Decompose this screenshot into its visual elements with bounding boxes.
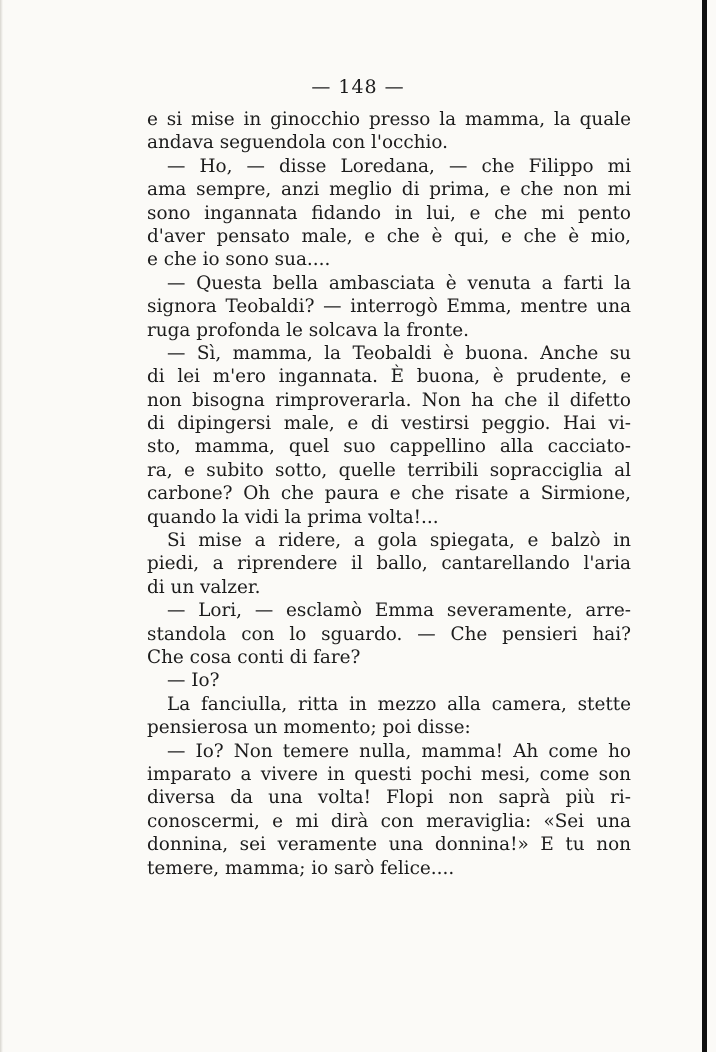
text-line: donnina, sei veramente una donnina!» E tu non (147, 834, 631, 856)
text-line: di lei m'ero ingannata. È buona, è prudente, e (147, 366, 631, 388)
text-line: imparato a vivere in questi pochi mesi, come son (147, 763, 631, 785)
text-line: d'aver pensato male, e che è qui, e che è mio, (147, 225, 631, 247)
text-line: temere, mamma; io sarò felice.... (147, 857, 455, 879)
text-line: — Io? (167, 670, 220, 692)
text-line: conoscermi, e mi dirà con meraviglia: «Sei una (147, 810, 631, 832)
text-line: signora Teobaldi? — interrogò Emma, mentre una (147, 296, 631, 318)
text-line: Che cosa conti di fare? (147, 646, 361, 668)
text-line: e che io sono sua.... (147, 249, 331, 271)
text-line: ama sempre, anzi meglio di prima, e che non mi (147, 179, 631, 201)
text-line: andava seguendola con l'occhio. (147, 132, 448, 154)
text-line: — Lori, — esclamò Emma severamente, arre- (167, 600, 631, 622)
text-line: pensierosa un momento; poi disse: (147, 717, 471, 739)
text-line: La fanciulla, ritta in mezzo alla camera, stette (167, 693, 631, 715)
text-line: di dipingersi male, e di vestirsi peggio. Hai vi- (147, 413, 631, 435)
text-line: sono ingannata fidando in lui, e che mi pento (147, 202, 631, 224)
body-text (147, 108, 631, 880)
text-line: di un valzer. (147, 576, 261, 598)
text-line: — Ho, — disse Loredana, — che Filippo mi (167, 155, 631, 177)
text-line: diversa da una volta! Flopi non saprà più ri- (147, 787, 631, 809)
text-line: carbone? Oh che paura e che risate a Sirmione, (147, 483, 631, 505)
text-line: non bisogna rimproverarla. Non ha che il difetto (147, 389, 631, 411)
text-line: sto, mamma, quel suo cappellino alla cacciato- (147, 436, 631, 458)
text-line: — Questa bella ambasciata è venuta a farti la (167, 272, 631, 294)
text-line: — Sì, mamma, la Teobaldi è buona. Anche su (167, 342, 631, 364)
text-line: ra, e subito sotto, quelle terribili sopracciglia al (147, 459, 631, 481)
text-line: piedi, a riprendere il ballo, cantarellando l'aria (147, 553, 631, 575)
text-line: quando la vidi la prima volta!... (147, 506, 439, 528)
text-line: ruga profonda le solcava la fronte. (147, 319, 469, 341)
page-number: — 148 — (311, 76, 405, 98)
text-line: Si mise a ridere, a gola spiegata, e balzò in (167, 530, 631, 552)
text-line: standola con lo sguardo. — Che pensieri hai? (147, 623, 631, 645)
page-binding-edge (702, 0, 707, 1052)
text-line: — Io? Non temere nulla, mamma! Ah come ho (167, 740, 631, 762)
text-line: e si mise in ginocchio presso la mamma, la quale (147, 109, 631, 130)
page-left-edge (0, 0, 3, 1052)
